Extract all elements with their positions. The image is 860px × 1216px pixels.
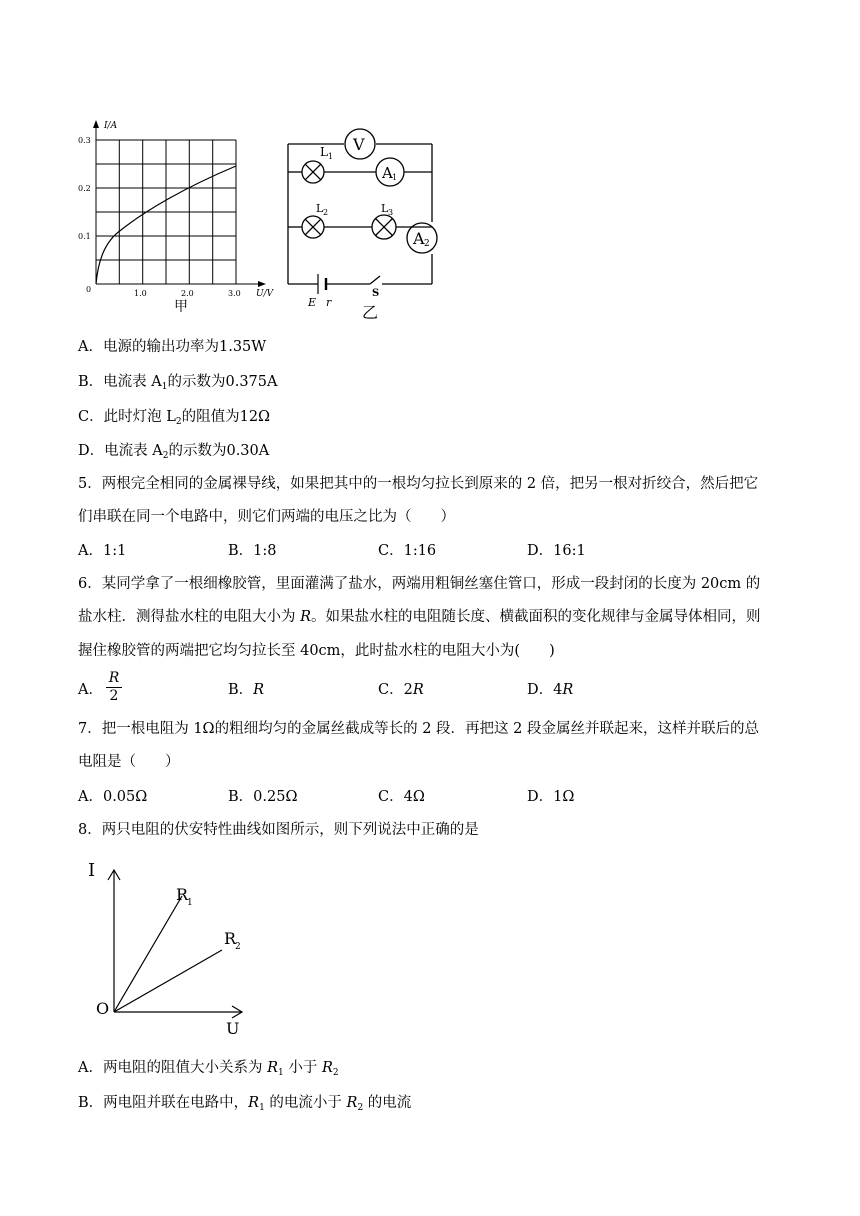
jia-y-tick: 0.2	[78, 184, 91, 193]
variable: R	[346, 1095, 358, 1111]
q8-x-label: U	[226, 1019, 240, 1038]
iv-graph-jia	[76, 112, 276, 312]
yi-caption: 乙	[362, 303, 379, 320]
stem-text: 。如果盐水柱的电阻随长度、横截面积的变化规律与金属导体相同，则	[311, 609, 761, 625]
q8-r1-label: R	[176, 885, 189, 904]
q8-stem: 8．两只电阻的伏安特性曲线如图所示，则下列说法中正确的是	[78, 822, 479, 838]
stem-text: 盐水柱．测得盐水柱的电阻大小为	[78, 609, 301, 625]
q4-option-b	[78, 372, 277, 397]
q6-stem-line2	[78, 607, 761, 627]
ammeter-a1-label: A	[382, 164, 393, 182]
q4-option-d	[78, 441, 269, 466]
q7-option-d: D．1Ω	[527, 789, 575, 805]
q6-option-a-letter: A．	[78, 682, 103, 698]
option-text: 电源的输出功率为1.35W	[102, 339, 267, 355]
option-text: 电流表 A	[104, 443, 163, 459]
fraction-numerator: R	[106, 670, 122, 688]
q8-line-r2	[114, 950, 222, 1012]
jia-origin: 0	[86, 285, 92, 294]
q8-r2-sub: 2	[235, 942, 241, 952]
q8-option-b	[78, 1093, 411, 1118]
variable: R	[300, 609, 312, 625]
jia-x-tick: 1.0	[134, 289, 147, 298]
jia-y-arrow	[93, 120, 99, 128]
q7-option-a: A．0.05Ω	[78, 789, 148, 805]
switch-label: S	[372, 288, 380, 299]
q5-option-a: A．1:1	[78, 543, 127, 559]
q7-option-b: B．0.25Ω	[228, 789, 298, 805]
q5-stem-line1: 5．两根完全相同的金属裸导线，如果把其中的一根均匀拉长到原来的 2 倍，把另一根对折绞合，然后把它	[78, 476, 759, 492]
option-letter: A．	[78, 339, 103, 355]
option-text: 小于	[283, 1060, 322, 1076]
q6-stem-line3: 握住橡胶管的两端把它均匀拉长至 40cm，此时盐水柱的电阻大小为( )	[78, 643, 555, 659]
jia-y-tick: 0.1	[78, 232, 91, 241]
q5-stem-line2: 们串联在同一个电路中，则它们两端的电压之比为（ ）	[78, 509, 455, 525]
q7-stem-line1: 7．把一根电阻为 1Ω的粗细均匀的金属丝截成等长的 2 段．再把这 2 段金属丝并联起来，这样并联后的总	[78, 721, 759, 737]
option-letter: B．	[78, 374, 104, 390]
jia-grid	[96, 140, 261, 284]
jia-x-tick: 2.0	[181, 289, 194, 298]
q6-option-b	[228, 680, 264, 700]
variable: R	[267, 1060, 279, 1076]
option-letter: C．	[78, 409, 104, 425]
jia-x-label: U/V	[256, 289, 274, 299]
subscript: 2	[175, 417, 182, 427]
circuit-yi	[282, 124, 442, 320]
subscript: 1	[259, 1103, 265, 1113]
option-text: 电流表 A	[103, 374, 162, 390]
option-letter: D．	[78, 443, 105, 459]
q5-option-b: B．1:8	[228, 543, 277, 559]
option-text: 的电流	[363, 1095, 412, 1111]
q7-option-c: C．4Ω	[378, 789, 425, 805]
q5-option-d: D．16:1	[527, 543, 586, 559]
lamp-l3-sub: 3	[388, 208, 394, 217]
option-text: 此时灯泡 L	[103, 409, 176, 425]
voltmeter-label: V	[353, 135, 365, 154]
jia-x-tick: 3.0	[228, 289, 241, 298]
q6-option-a-fraction	[106, 670, 122, 705]
fraction-denominator: 2	[109, 688, 119, 704]
q8-line-r1	[114, 896, 182, 1012]
lamp-l1-label: L	[320, 145, 328, 159]
variable: R	[321, 1060, 333, 1076]
variable: R	[412, 682, 424, 698]
option-text: B．两电阻并联在电路中，	[78, 1095, 249, 1111]
option-text: D．4	[527, 682, 563, 698]
ammeter-a2-label: A	[413, 229, 425, 248]
lamp-l2-sub: 2	[323, 208, 329, 217]
variable: R	[253, 682, 265, 698]
variable: R	[248, 1095, 260, 1111]
switch-symbol	[370, 276, 380, 284]
q6-option-c	[378, 680, 424, 700]
jia-y-tick: 0.3	[78, 136, 91, 145]
q4-option-c	[78, 407, 270, 432]
lamp-l2-label: L	[316, 202, 324, 215]
option-letter: B．	[228, 682, 254, 698]
subscript: 2	[357, 1103, 364, 1113]
subscript: 2	[162, 451, 169, 461]
jia-y-label: I/A	[104, 121, 118, 131]
q6-stem-line1: 6．某同学拿了一根细橡胶管，里面灌满了盐水，两端用粗铜丝塞住管口，形成一段封闭的长度为 20cm 的	[78, 576, 761, 592]
option-text: 的示数为0.375A	[167, 374, 278, 390]
option-text: A．两电阻的阻值大小关系为	[78, 1060, 268, 1076]
option-text: 的示数为0.30A	[168, 443, 270, 459]
lamp-l1-sub: 1	[328, 152, 334, 161]
subscript: 1	[161, 382, 168, 392]
subscript: 2	[332, 1068, 339, 1078]
variable: R	[562, 682, 574, 698]
subscript: 1	[278, 1068, 284, 1078]
q8-r2-label: R	[224, 929, 237, 948]
q6-option-d	[527, 680, 573, 700]
option-text: 的阻值为12Ω	[181, 409, 271, 425]
q5-option-c: C．1:16	[378, 543, 437, 559]
ammeter-a1-sub: 1	[392, 173, 398, 182]
battery-r-label: r	[326, 296, 332, 309]
jia-x-arrow	[258, 281, 266, 287]
q8-y-label: I	[88, 860, 96, 881]
battery-emf-label: E	[308, 296, 317, 309]
q8-origin: O	[96, 999, 110, 1018]
option-text: C．2	[378, 682, 413, 698]
jia-caption: 甲	[174, 299, 188, 312]
ammeter-a2-sub: 2	[424, 239, 430, 249]
lamp-l3-label: L	[381, 202, 389, 215]
q4-option-a	[78, 337, 266, 357]
option-text: 的电流小于	[264, 1095, 347, 1111]
iv-graph-q8	[80, 848, 280, 1038]
q7-stem-line2: 电阻是（ ）	[78, 754, 180, 770]
q8-r1-sub: 1	[187, 898, 193, 908]
q8-option-a	[78, 1058, 339, 1083]
